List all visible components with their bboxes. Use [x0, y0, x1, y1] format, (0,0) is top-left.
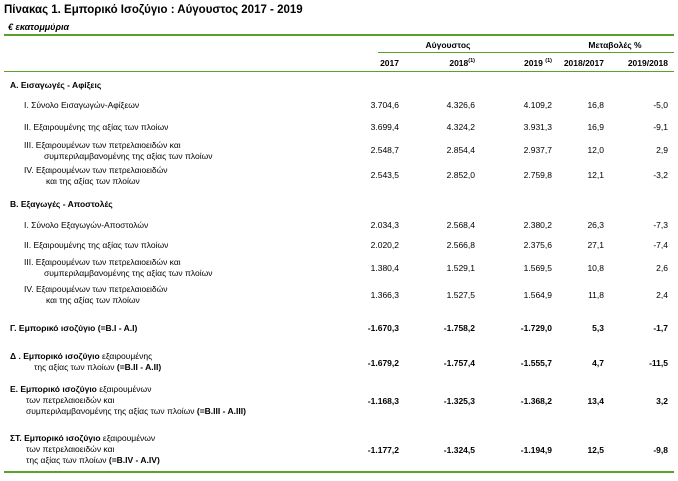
col-change-2019-2018: 2019/2018 — [627, 58, 668, 68]
group-rule — [378, 52, 674, 53]
header-rule — [4, 71, 674, 72]
bottom-rule — [4, 471, 674, 473]
col-2018: 2018$^{(1)}$ — [449, 58, 475, 68]
group-changes: Μεταβολές % — [588, 40, 642, 50]
top-rule — [4, 34, 674, 36]
col-change-2018-2017: 2018/2017 — [563, 58, 604, 68]
table-title: Πίνακας 1. Εμπορικό Ισοζύγιο : Αύγουστος 2017 - 2019 — [4, 4, 303, 16]
col-2017: 2017 — [380, 58, 399, 68]
col-2019: 2019 $^{(1)}$ — [523, 58, 552, 68]
group-august: Αύγουστος — [425, 40, 471, 50]
units-note: € εκατομμύρια — [8, 22, 70, 32]
section-b-title: Β. Εξαγωγές - Αποστολές — [10, 199, 113, 209]
section-a-title: Α. Εισαγωγές - Αφίξεις — [10, 80, 102, 90]
